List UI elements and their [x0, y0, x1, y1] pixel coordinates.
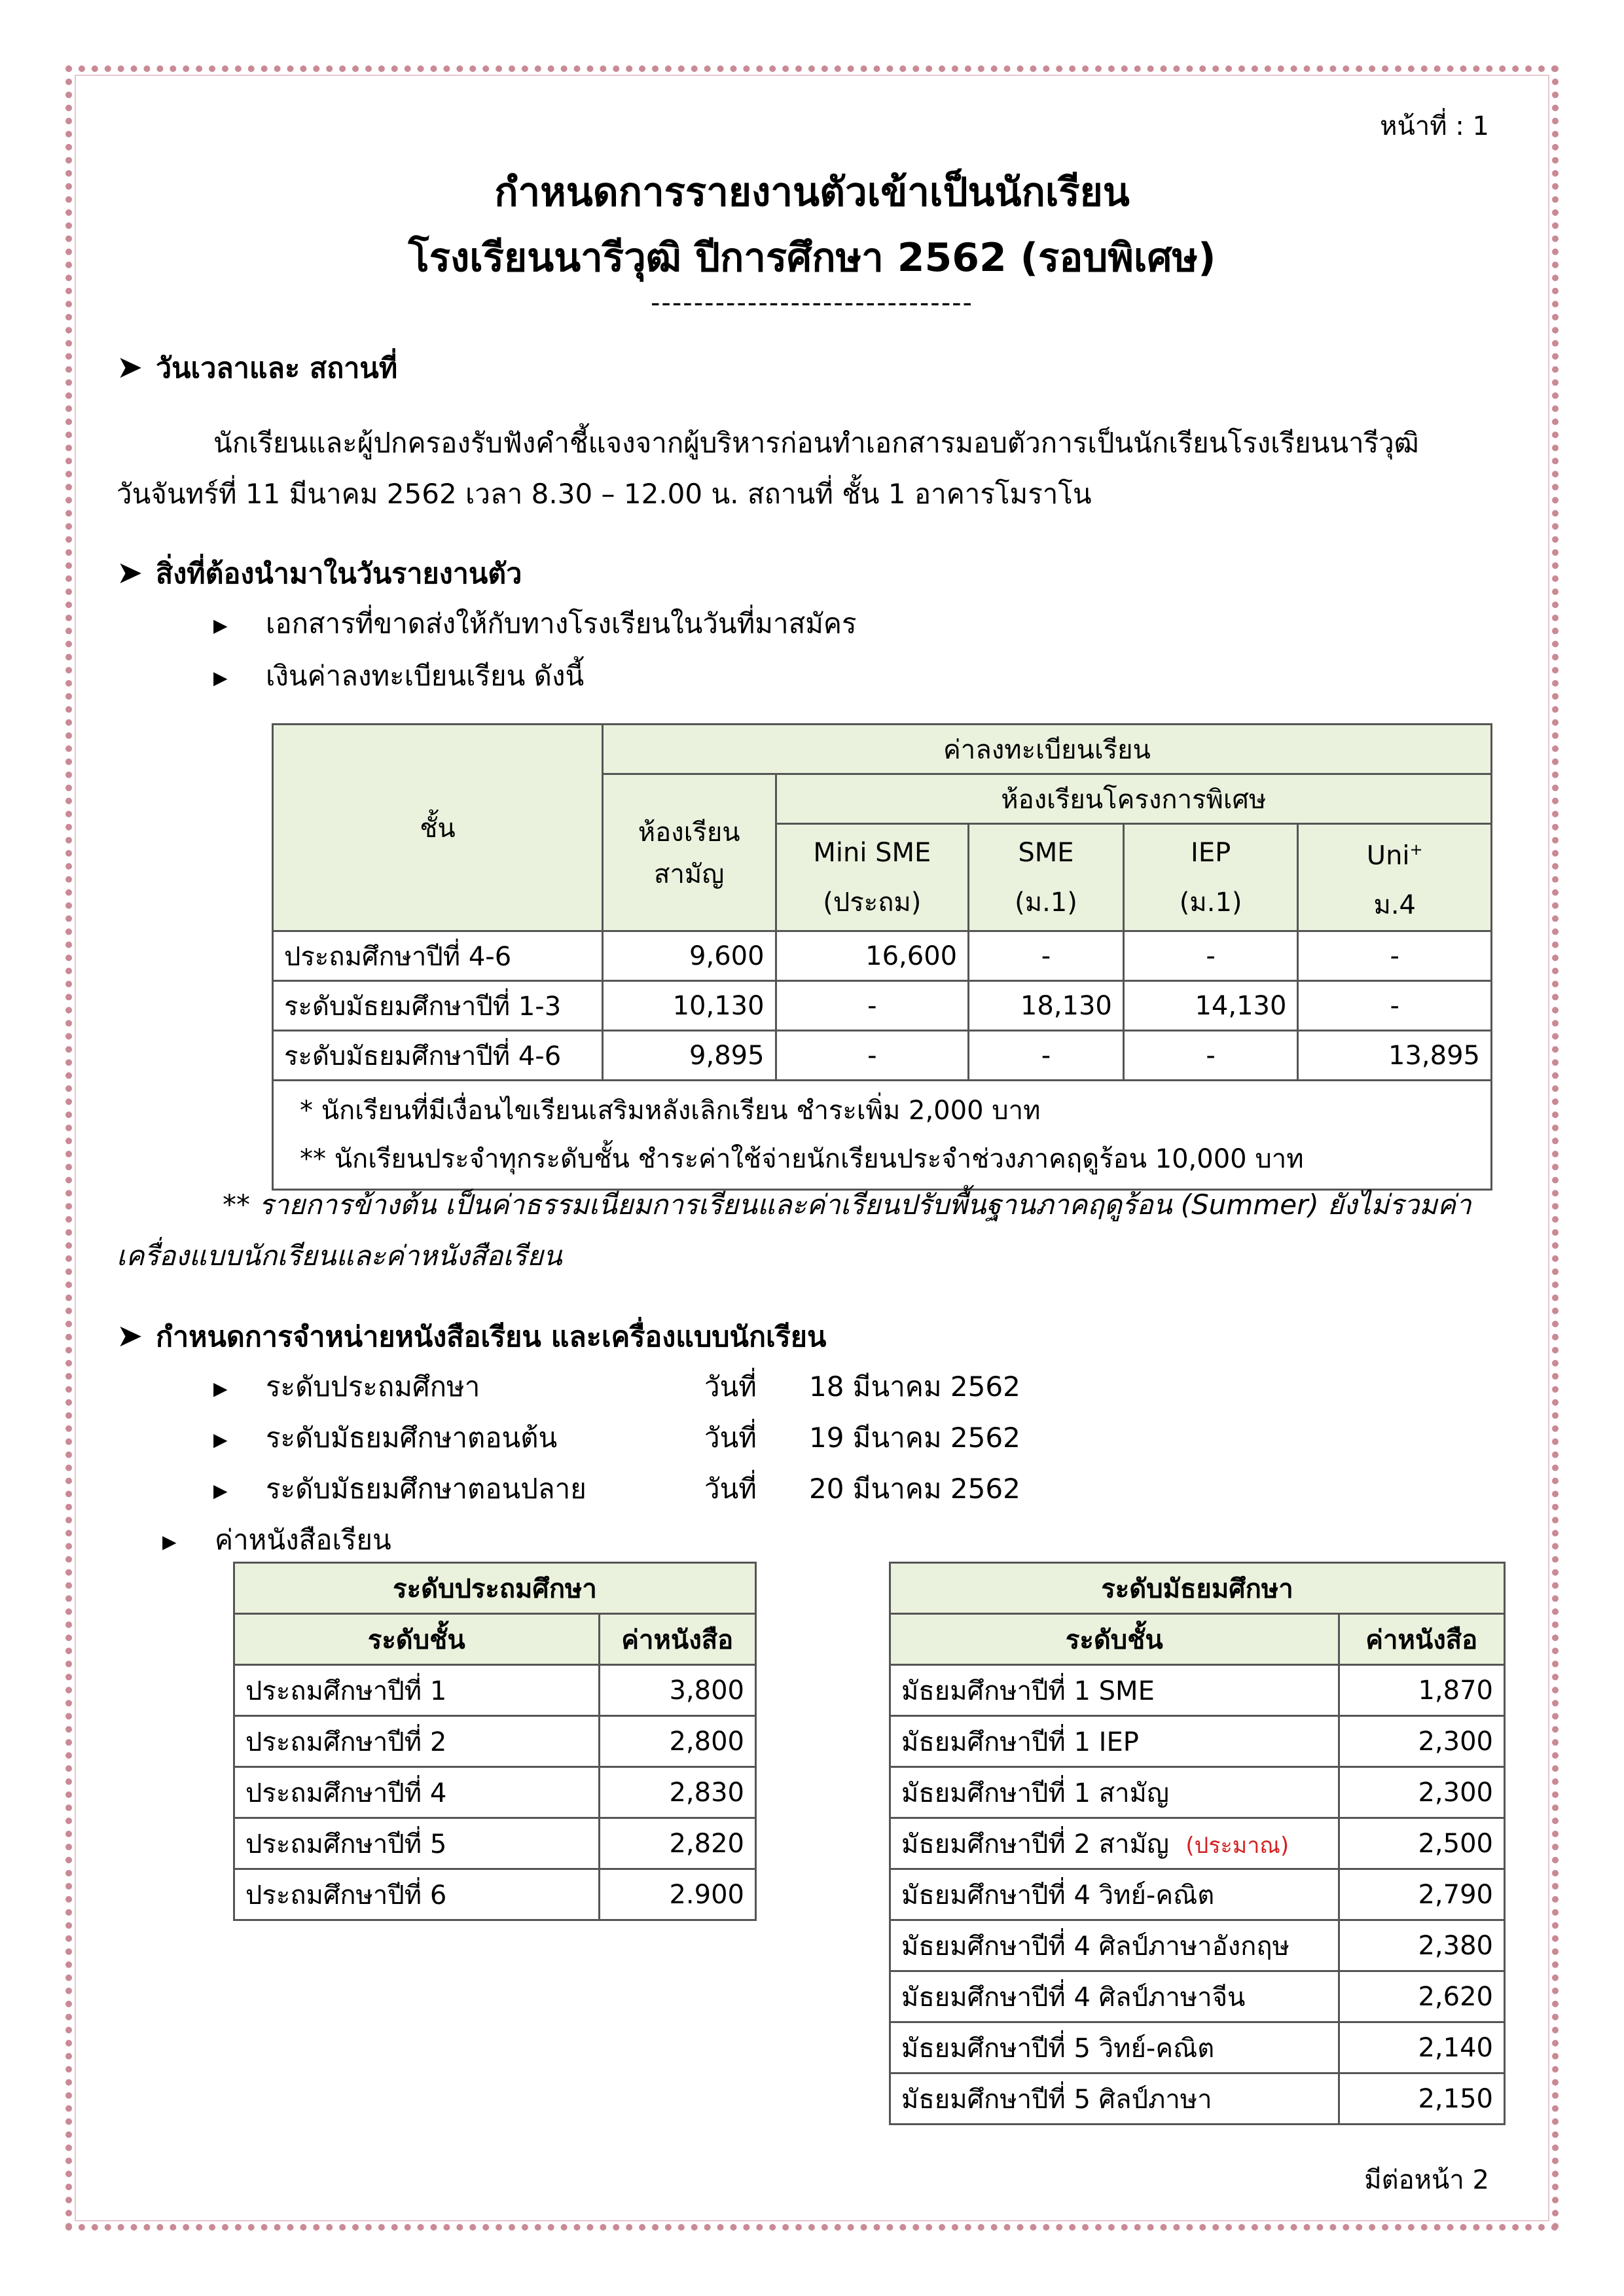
- section-heading-items: [117, 551, 522, 596]
- secondary-book-table: [889, 1562, 1506, 2125]
- table-row: ระดับมัธยมศึกษาปีที่ 4-6 9,895 - - - 13,895: [273, 1031, 1492, 1081]
- section-heading-datetime: [117, 346, 397, 390]
- triangle-bullet-icon: ▶: [162, 1531, 177, 1552]
- page-title: กำหนดการรายงานตัวเข้าเป็นนักเรียน: [494, 170, 1130, 215]
- fee-note: ** นักเรียนประจำทุกระดับชั้น ชำระค่าใช้จ่ายนักเรียนประจำช่วงภาคฤดูร้อน 10,000 บาท: [300, 1144, 1304, 1175]
- schedule-item: ▶ ระดับมัธยมศึกษาตอนปลาย วันที่ 20 มีนาคม 2562: [213, 1473, 1020, 1505]
- table-row: มัธยมศึกษาปีที่ 1 สามัญ 2,300: [890, 1767, 1505, 1818]
- col-header-price: ค่าหนังสือ: [599, 1614, 756, 1665]
- col-header-mini-sme: Mini SME (ประถม): [776, 824, 969, 931]
- triangle-bullet-icon: ▶: [213, 1480, 228, 1501]
- table-row: มัธยมศึกษาปีที่ 5 ศิลป์ภาษา 2,150: [890, 2073, 1505, 2125]
- triangle-bullet-icon: ▶: [213, 667, 228, 689]
- header-registration-fee: ค่าลงทะเบียนเรียน: [602, 725, 1491, 774]
- paragraph-line: วันจันทร์ที่ 11 มีนาคม 2562 เวลา 8.30 – 12.00 น. สถานที่ ชั้น 1 อาคารโมราโน: [117, 478, 1092, 510]
- schedule-item: ▶ ระดับมัธยมศึกษาตอนต้น วันที่ 19 มีนาคม 2562: [213, 1422, 1020, 1454]
- list-item: ▶ เงินค่าลงทะเบียนเรียน ดังนี้: [213, 660, 585, 692]
- col-header-level: ระดับชั้น: [890, 1614, 1339, 1665]
- triangle-bullet-icon: ▶: [213, 1429, 228, 1450]
- section-heading-text: วันเวลาและ สถานที่: [156, 352, 398, 385]
- section-heading-text: สิ่งที่ต้องนำมาในวันรายงานตัว: [156, 558, 522, 590]
- triangle-bullet-icon: ▶: [213, 1378, 228, 1399]
- continued-note: มีต่อหน้า 2: [1364, 2165, 1489, 2195]
- table-row: มัธยมศึกษาปีที่ 5 วิทย์-คณิต 2,140: [890, 2022, 1505, 2073]
- table-row: ระดับมัธยมศึกษาปีที่ 1-3 10,130 - 18,130 14,130 -: [273, 981, 1492, 1031]
- table-title: ระดับมัธยมศึกษา: [890, 1563, 1505, 1614]
- col-header-sme: SME (ม.1): [969, 824, 1124, 931]
- remark-line: ** รายการข้างต้น เป็นค่าธรรมเนียมการเรียนและค่าเรียนปรับพื้นฐานภาคฤดูร้อน (Summer) ยังไม่รวมค่า: [223, 1189, 1471, 1221]
- primary-book-table: [233, 1562, 757, 1921]
- paragraph-line: นักเรียนและผู้ปกครองรับฟังคำชี้แจงจากผู้บริหารก่อนทำเอกสารมอบตัวการเป็นนักเรียนโรงเรียนนารีวุฒิ: [213, 427, 1419, 459]
- table-row: มัธยมศึกษาปีที่ 4 ศิลป์ภาษาจีน 2,620: [890, 1971, 1505, 2022]
- table-row: มัธยมศึกษาปีที่ 4 ศิลป์ภาษาอังกฤษ 2,380: [890, 1920, 1505, 1971]
- table-title: ระดับประถมศึกษา: [234, 1563, 756, 1614]
- col-header-regular: ห้องเรียน สามัญ: [602, 774, 776, 931]
- arrow-bullet-icon: ➤: [117, 1318, 143, 1354]
- section-heading-sales: [117, 1314, 826, 1359]
- table-row: ประถมศึกษาปีที่ 4-6 9,600 16,600 - - -: [273, 931, 1492, 981]
- col-header-price: ค่าหนังสือ: [1339, 1614, 1504, 1665]
- table-row: ประถมศึกษาปีที่ 4 2,830: [234, 1767, 756, 1818]
- list-item: ▶ ค่าหนังสือเรียน: [162, 1524, 391, 1556]
- arrow-bullet-icon: ➤: [117, 349, 143, 386]
- schedule-item: ▶ ระดับประถมศึกษา วันที่ 18 มีนาคม 2562: [213, 1371, 1020, 1403]
- page-subtitle: โรงเรียนนารีวุฒิ ปีการศึกษา 2562 (รอบพิเศษ): [408, 235, 1216, 281]
- remark-line: เครื่องแบบนักเรียนและค่าหนังสือเรียน: [117, 1240, 562, 1272]
- fee-notes: [273, 1081, 1492, 1190]
- header-special-program: ห้องเรียนโครงการพิเศษ: [776, 774, 1491, 824]
- arrow-bullet-icon: ➤: [117, 554, 143, 591]
- table-row: ประถมศึกษาปีที่ 5 2,820: [234, 1818, 756, 1869]
- table-row: มัธยมศึกษาปีที่ 4 วิทย์-คณิต 2,790: [890, 1869, 1505, 1920]
- list-item: ▶ เอกสารที่ขาดส่งให้กับทางโรงเรียนในวันที่มาสมัคร: [213, 607, 857, 639]
- col-header-grade: ชั้น: [273, 725, 603, 931]
- approx-note: (ประมาณ): [1185, 1832, 1290, 1859]
- table-row: ประถมศึกษาปีที่ 2 2,800: [234, 1716, 756, 1767]
- table-row: ประถมศึกษาปีที่ 1 3,800: [234, 1665, 756, 1716]
- col-header-uni: Uni+ ม.4: [1298, 824, 1492, 931]
- col-header-iep: IEP (ม.1): [1123, 824, 1298, 931]
- page-number: หน้าที่ : 1: [1380, 111, 1489, 141]
- table-row: มัธยมศึกษาปีที่ 1 SME 1,870: [890, 1665, 1505, 1716]
- registration-fee-table: [272, 723, 1492, 1191]
- col-header-level: ระดับชั้น: [234, 1614, 600, 1665]
- table-row: ประถมศึกษาปีที่ 6 2.900: [234, 1869, 756, 1920]
- fee-note: * นักเรียนที่มีเงื่อนไขเรียนเสริมหลังเลิกเรียน ชำระเพิ่ม 2,000 บาท: [300, 1096, 1041, 1126]
- separator: ------------------------------: [650, 288, 973, 318]
- table-row: มัธยมศึกษาปีที่ 2 สามัญ (ประมาณ) 2,500: [890, 1818, 1505, 1869]
- table-row: มัธยมศึกษาปีที่ 1 IEP 2,300: [890, 1716, 1505, 1767]
- triangle-bullet-icon: ▶: [213, 615, 228, 636]
- section-heading-text: กำหนดการจำหน่ายหนังสือเรียน และเครื่องแบบนักเรียน: [156, 1321, 827, 1354]
